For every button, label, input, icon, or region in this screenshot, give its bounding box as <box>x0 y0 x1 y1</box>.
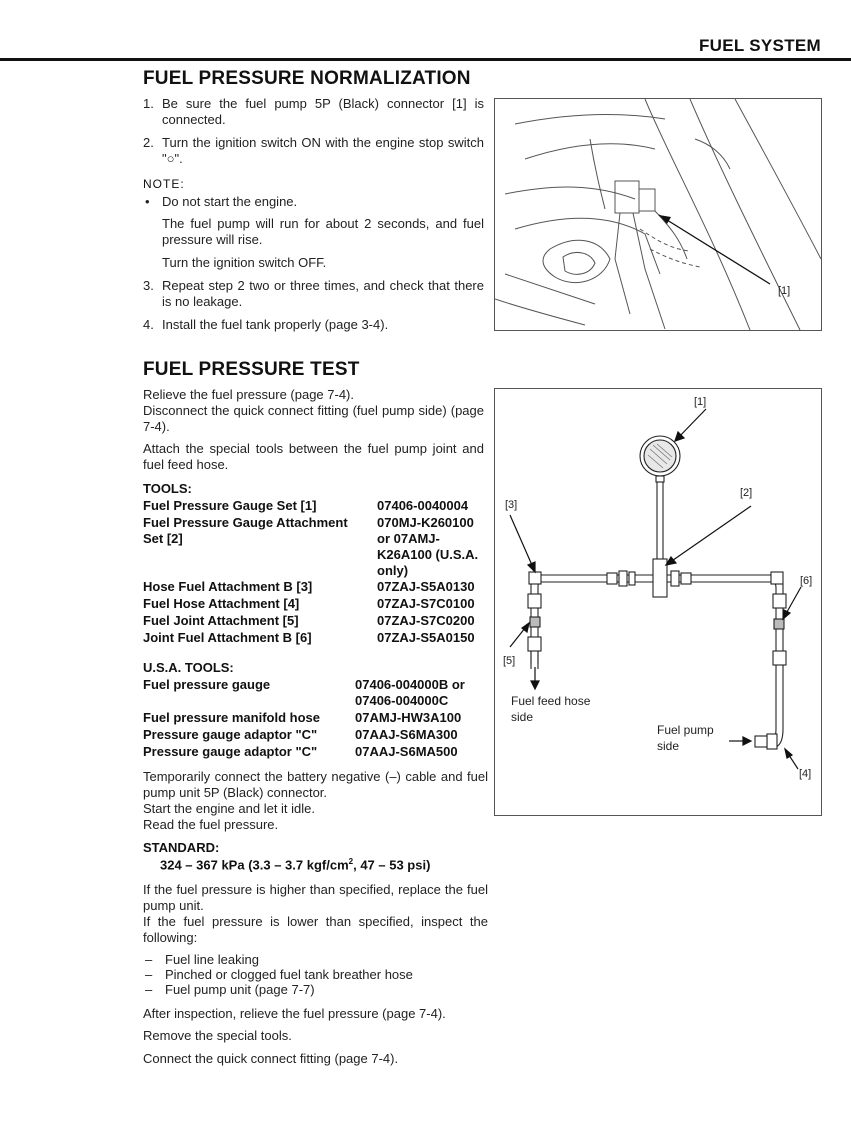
diagram-callout-2: [2] <box>740 487 753 499</box>
connector-location-figure <box>494 98 822 331</box>
inspect-item: Fuel line leaking <box>165 952 259 967</box>
intro-line: Disconnect the quick connect fitting (fuel pump side) (page 7-4). <box>143 403 484 434</box>
step-text: Turn the ignition switch ON with the engine stop switch "○". <box>162 135 484 166</box>
note-item: Do not start the engine. <box>162 194 298 209</box>
step-number: 1. <box>143 96 154 111</box>
tool-part-number: 07AAJ-S6MA300 <box>355 727 458 742</box>
tool-name: Fuel Joint Attachment [5] <box>143 613 299 628</box>
usa-tools-label: U.S.A. TOOLS: <box>143 660 234 675</box>
note-item: Turn the ignition switch OFF. <box>162 255 327 270</box>
tool-part-number: 07406-004000B or 07406-004000C <box>355 677 465 708</box>
fuel-feed-hose-side-label: Fuel feed hose side <box>511 694 591 724</box>
lower-result-text: If the fuel pressure is lower than specified, inspect the following: <box>143 914 488 945</box>
tool-part-number: 070MJ-K260100 or 07AMJ-K26A100 (U.S.A. only) <box>377 515 479 578</box>
inspect-item: Fuel pump unit (page 7-7) <box>165 982 315 997</box>
standard-label: STANDARD: <box>143 840 220 855</box>
tool-name: Pressure gauge adaptor "C" <box>143 727 318 742</box>
tools-label: TOOLS: <box>143 481 192 496</box>
tool-part-number: 07ZAJ-S5A0130 <box>377 579 475 594</box>
diagram-callout-3: [3] <box>505 499 518 511</box>
tee-fitting <box>653 559 667 597</box>
higher-result-text: If the fuel pressure is higher than specified, replace the fuel pump unit. <box>143 882 488 913</box>
attach-text: Attach the special tools between the fuel pump joint and fuel feed hose. <box>143 441 484 472</box>
tool-part-number: 07406-0040004 <box>377 498 469 513</box>
procedure-line: Start the engine and let it idle. <box>143 801 316 816</box>
procedure-line: Temporarily connect the battery negative (–) cable and fuel pump unit 5P (Black) connector. <box>143 769 488 800</box>
running-header: FUEL SYSTEM <box>698 36 821 55</box>
connector-line-drawing <box>495 99 821 330</box>
list-dash: – <box>145 982 153 997</box>
right-arrow-icon <box>743 737 751 745</box>
tool-name: Fuel pressure gauge <box>143 677 271 692</box>
tool-part-number: 07ZAJ-S5A0150 <box>377 630 475 645</box>
remove-tools-text: Remove the special tools. <box>143 1028 292 1043</box>
tool-name: Joint Fuel Attachment B [6] <box>143 630 312 645</box>
tool-name: Fuel Pressure Gauge Set [1] <box>143 498 317 513</box>
standard-value-main: 324 – 367 kPa (3.3 – 3.7 kgf/cm <box>160 857 349 873</box>
gauge-hookup-diagram <box>494 388 822 816</box>
tool-part-number: 07ZAJ-S7C0100 <box>377 596 475 611</box>
figure-callout-1: [1] <box>778 285 791 297</box>
note-item: The fuel pump will run for about 2 seconds, and fuel pressure will rise. <box>162 216 484 247</box>
tool-name: Fuel Pressure Gauge Attachment Set [2] <box>143 515 348 546</box>
leader-line-2 <box>666 506 751 565</box>
normalization-step-1 <box>143 96 484 128</box>
diagram-callout-1: [1] <box>694 396 707 408</box>
tool-name: Fuel pressure manifold hose <box>143 710 320 725</box>
fuel-pump-side-label: Fuel pump side <box>657 723 714 753</box>
diagram-callout-6: [6] <box>800 575 813 587</box>
down-arrow-icon <box>531 681 539 689</box>
step-number: 3. <box>143 278 154 293</box>
normalization-step-3 <box>143 278 484 310</box>
list-dash: – <box>145 952 153 967</box>
note-bullet: • <box>145 194 150 209</box>
tool-name: Pressure gauge adaptor "C" <box>143 744 318 759</box>
standard-value <box>160 857 430 872</box>
diagram-callout-5: [5] <box>503 655 516 667</box>
standard-value-tail: , 47 – 53 psi) <box>353 857 431 873</box>
intro-line: Relieve the fuel pressure (page 7-4). <box>143 387 355 402</box>
procedure-line: Read the fuel pressure. <box>143 817 279 832</box>
after-inspection-text: After inspection, relieve the fuel pressure (page 7-4). <box>143 1006 446 1021</box>
tool-part-number: 07ZAJ-S7C0200 <box>377 613 475 628</box>
standard-superscript: 2 <box>348 857 354 866</box>
test-title: FUEL PRESSURE TEST <box>143 359 360 380</box>
normalization-step-4 <box>143 317 484 333</box>
connect-fitting-text: Connect the quick connect fitting (page 7-4). <box>143 1051 399 1066</box>
tool-name: Fuel Hose Attachment [4] <box>143 596 300 611</box>
step-text: Install the fuel tank properly (page 3-4). <box>162 317 389 332</box>
diagram-callout-4: [4] <box>799 768 812 780</box>
header-rule <box>0 58 851 61</box>
joint-fitting <box>530 617 540 627</box>
step-text: Repeat step 2 two or three times, and check that there is no leakage. <box>162 278 484 309</box>
leader-line <box>659 215 770 284</box>
tool-name: Hose Fuel Attachment B [3] <box>143 579 313 594</box>
tool-part-number: 07AAJ-S6MA500 <box>355 744 458 759</box>
step-number: 4. <box>143 317 154 332</box>
normalization-step-2 <box>143 135 484 167</box>
normalization-title: FUEL PRESSURE NORMALIZATION <box>143 68 471 89</box>
step-number: 2. <box>143 135 154 150</box>
note-label: NOTE: <box>143 177 185 191</box>
inspect-item: Pinched or clogged fuel tank breather hose <box>165 967 413 982</box>
step-text: Be sure the fuel pump 5P (Black) connector [1] is connected. <box>162 96 484 127</box>
tool-part-number: 07AMJ-HW3A100 <box>355 710 462 725</box>
list-dash: – <box>145 967 153 982</box>
